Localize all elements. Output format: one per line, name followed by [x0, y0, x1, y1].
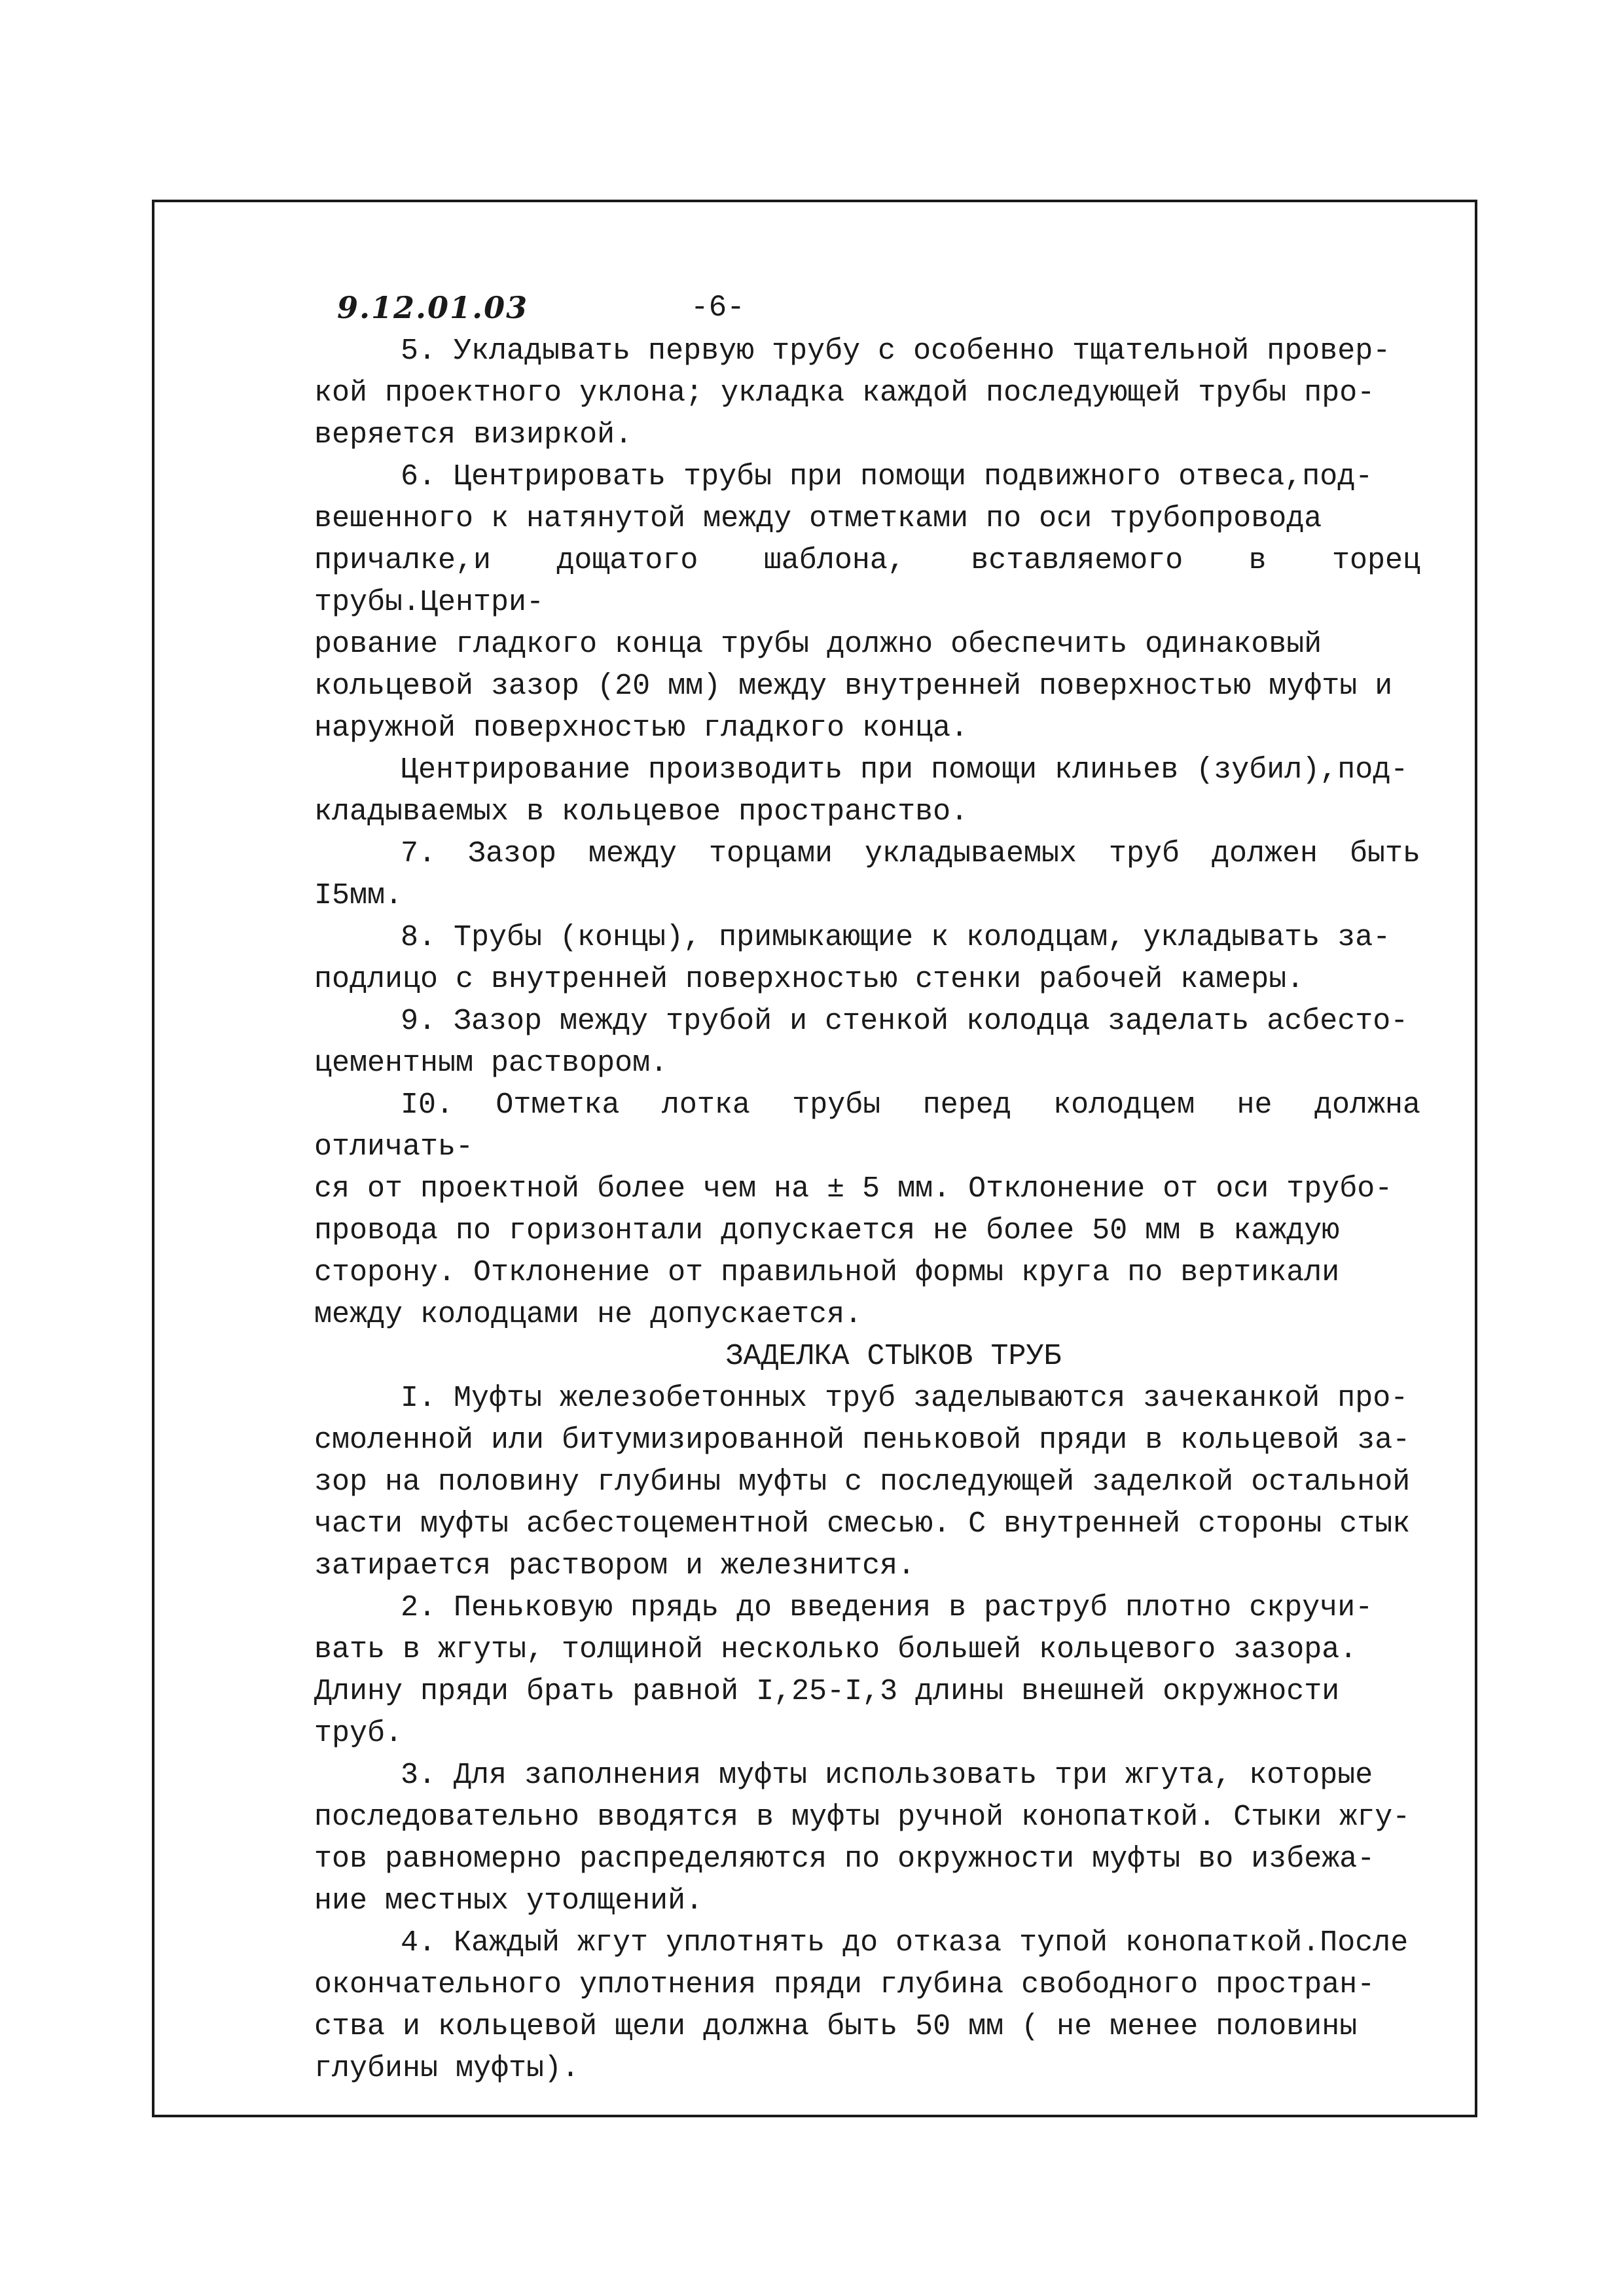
paragraph-item-7: 7. Зазор между торцами укладываемых труб должен быть I5мм.: [314, 837, 1420, 912]
page-number: -6-: [691, 291, 745, 325]
paragraph-item-5: 5. Укладывать первую трубу с особенно тщательной провер- кой проектного уклона; укладка каждой последующей трубы про- веряется визиркой.: [314, 334, 1391, 452]
paragraph-item-10: I0. Отметка лотка трубы перед колодцем не должна отличать- ся от проектной более чем на ± 5 мм. Отклонение от оси трубо- провода по горизонтали допускается не более 50 мм в каждую сторону. Отклонение от правильной формы круга по вертикали между колодцами не допускается.: [314, 1088, 1420, 1331]
section-paragraph-3: 3. Для заполнения муфты использовать три жгута, которые последовательно вводятся в муфты ручной конопаткой. Стыки жгу- тов равномерно распределяются по окружности муфты во избежа- ние местных утолщений.: [314, 1759, 1411, 1918]
section-paragraph-1: I. Муфты железобетонных труб заделываются зачеканкой про- смоленной или битумизированной пеньковой пряди в кольцевой за- зор на половину глубины муфты с последующей заделкой остальной части муфты асбестоцементной смесью. С внутренней стороны стык затирается раствором и железнится.: [314, 1382, 1411, 1583]
paragraph-item-8: 8. Трубы (концы), примыкающие к колодцам, укладывать за- подлицо с внутренней поверхностью стенки рабочей камеры.: [314, 921, 1391, 996]
section-paragraph-4: 4. Каждый жгут уплотнять до отказа тупой конопаткой.После окончательного уплотнения пряди глубина свободного простран- ства и кольцевой щели должна быть 50 мм ( не менее половины глубины муфты).: [314, 1926, 1409, 2085]
document-code: 9.12.01.03: [337, 290, 529, 325]
page-header: [337, 288, 861, 334]
paragraph-centering-note: Центрирование производить при помощи клиньев (зубил),под- кладываемых в кольцевое пространство.: [314, 753, 1409, 829]
section-heading: ЗАДЕЛКА СТЫКОВ ТРУБ: [725, 1340, 1062, 1373]
section-paragraph-2: 2. Пеньковую прядь до введения в раструб плотно скручи- вать в жгуты, толщиной несколько большей кольцевого зазора. Длину пряди брать равной I,25-I,3 длины внешней окружности труб.: [314, 1591, 1373, 1750]
paragraph-item-6: 6. Центрировать трубы при помощи подвижного отвеса,под- вешенного к натянутой между отметками по оси трубопровода причалке,и дощатого шаблона, вставляемого в торец трубы.Центри- рование гладкого конца трубы должно обеспечить одинаковый кольцевой зазор (20 мм) между внутренней поверхностью муфты и наружной поверхностью гладкого конца.: [314, 460, 1420, 745]
document-body: [314, 331, 1420, 2090]
paragraph-item-9: 9. Зазор между трубой и стенкой колодца заделать асбесто- цементным раствором.: [314, 1005, 1409, 1080]
